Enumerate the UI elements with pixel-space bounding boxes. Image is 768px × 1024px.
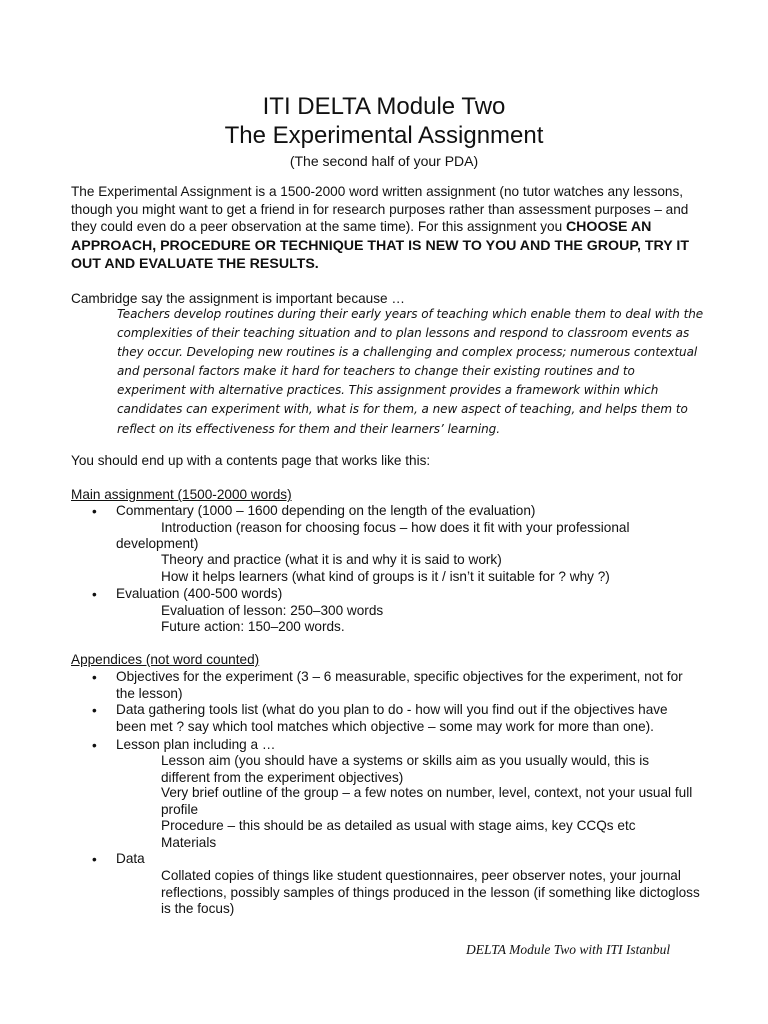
bullet-icon: • — [92, 852, 97, 867]
lesson-plan-group: Very brief outline of the group – a few notes on number, level, context, not your usual full profile — [161, 785, 693, 817]
page-footer: DELTA Module Two with ITI Istanbul — [466, 942, 671, 957]
intro-emphasis: CHOOSE AN APPROACH, PROCEDURE OR TECHNIQUE THAT IS NEW TO YOU AND THE GROUP, TRY IT OUT AND EVALUATE THE RESULTS. — [71, 219, 689, 273]
contents-intro: You should end up with a contents page that works like this: — [71, 453, 431, 468]
bullet-icon: • — [92, 738, 97, 753]
data-description: Collated copies of things like student questionnaires, peer observer notes, your journal reflections, possibly samples of things produced in the lesson (if something like dictogloss is the focus) — [161, 868, 700, 916]
commentary-item: Commentary (1000 – 1600 depending on the length of the evaluation) — [116, 503, 536, 518]
lesson-plan-aim: Lesson aim (you should have a systems or skills aim as you usually would, this is different from the experiment objectives) — [161, 753, 650, 785]
commentary-learners: How it helps learners (what kind of groups is it / isn’t it suitable for ? why ?) — [161, 569, 610, 584]
document-subheading: (The second half of your PDA) — [289, 153, 479, 169]
intro-paragraph — [71, 183, 701, 274]
appendices-heading: Appendices (not word counted) — [71, 652, 260, 667]
cambridge-quote: Teachers develop routines during their early years of teaching which enable them to deal with the complexities of their teaching situation and to plan lessons and respond to classroom events as they occur. Developing new routines is a challenging and complex process; numerous contextual and personal factors make it hard for teachers to change their existing routines and to experiment with alternative practices. This assignment provides a framework within which candidates can experiment with, what is for them, a new aspect of teaching, and helps them to reflect on its effectiveness for them and their learners’ learning. — [117, 307, 704, 436]
evaluation-future: Future action: 150–200 words. — [161, 619, 345, 634]
data-item: Data — [116, 851, 145, 866]
commentary-theory: Theory and practice (what it is and why it is said to work) — [161, 552, 502, 567]
evaluation-lesson: Evaluation of lesson: 250–300 words — [161, 603, 384, 618]
bullet-icon: • — [92, 703, 97, 718]
intro-text: The Experimental Assignment is a 1500-2000 word written assignment (no tutor watches any lessons, though you might want to get a friend in for research purposes rather than assessment purposes – and they could even do a peer observation at the same time). For this assignment you — [71, 184, 689, 235]
lesson-plan-item: Lesson plan including a … — [116, 737, 276, 752]
commentary-introduction: Introduction (reason for choosing focus – how does it fit with your professional — [161, 520, 630, 535]
document-subtitle-title: The Experimental Assignment — [224, 122, 544, 149]
cambridge-intro: Cambridge say the assignment is important because … — [71, 291, 405, 306]
bullet-icon: • — [92, 587, 97, 602]
evaluation-item: Evaluation (400-500 words) — [116, 586, 283, 601]
bullet-icon: • — [92, 670, 97, 685]
bullet-icon: • — [92, 504, 97, 519]
commentary-introduction-cont: development) — [116, 536, 199, 551]
lesson-plan-materials: Materials — [161, 835, 217, 850]
objectives-item: Objectives for the experiment (3 – 6 measurable, specific objectives for the experiment, not for the lesson) — [116, 669, 683, 701]
data-tools-item: Data gathering tools list (what do you plan to do - how will you find out if the objectives have been met ? say which tool matches which objective – some may work for more than one). — [116, 702, 668, 734]
lesson-plan-procedure: Procedure – this should be as detailed as usual with stage aims, key CCQs etc — [161, 818, 636, 833]
main-assignment-heading: Main assignment (1500-2000 words) — [71, 487, 292, 502]
document-title: ITI DELTA Module Two — [262, 93, 506, 120]
